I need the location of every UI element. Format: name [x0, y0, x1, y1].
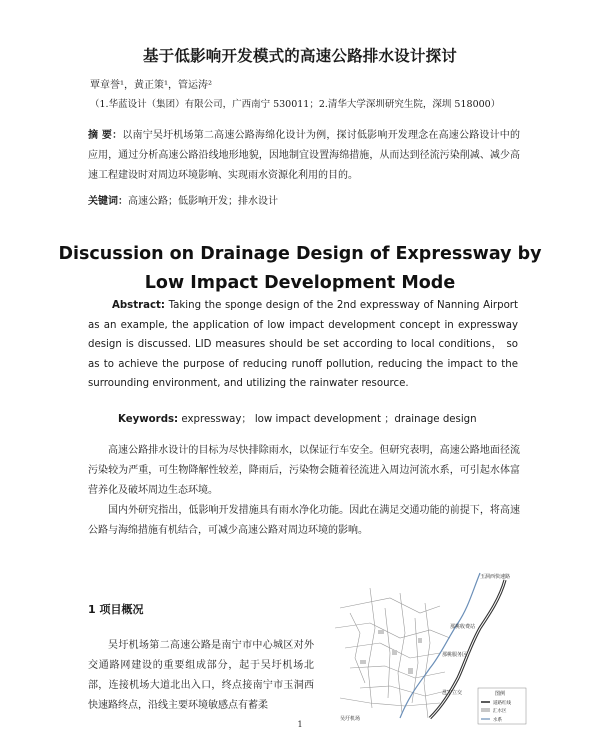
english-keywords-label: Keywords: — [118, 414, 179, 425]
legend-road: 道路红线 — [493, 701, 511, 706]
english-title-line-2: Low Impact Development Mode — [144, 273, 456, 293]
english-title — [0, 240, 600, 298]
legend-river: 水系 — [493, 718, 502, 723]
map-label-mid2: 那桃服务区 — [442, 652, 468, 658]
introduction — [88, 441, 520, 541]
legend-catchment: 汇水区 — [493, 709, 507, 714]
intro-paragraph-1: 高速公路排水设计的目标为尽快排除雨水，以保证行车安全。但研究表明，高速公路地面径流污染较为严重，可生物降解性较差，降雨后，污染物会随着径流进入周边河流水系，可引起水体富营养化及破坏周边生态环境。 — [88, 445, 520, 496]
map-legend — [478, 688, 526, 724]
project-location-map — [330, 568, 530, 728]
english-abstract — [88, 296, 518, 394]
chinese-abstract-text: 以南宁吴圩机场第二高速公路海绵化设计为例，探讨低影响开发理念在高速公路设计中的应用，通过分析高速公路沿线地形地貌，因地制宜设置海绵措施，从而达到径流污染削减、减少高速工程建设时对周边环境影响、实现雨水资源化利用的目的。 — [88, 130, 521, 181]
chinese-keywords-text: 高速公路；低影响开发；排水设计 — [128, 196, 278, 207]
paper-title: 基于低影响开发模式的高速公路排水设计探讨 — [142, 47, 457, 65]
intro-paragraph-2: 国内外研究指出，低影响开发措施具有雨水净化功能。因此在满足交通功能的前提下，将高速公路与海绵措施有机结合，可减少高速公路对周边环境的影响。 — [88, 505, 520, 536]
authors: 覃章誉¹，黄正策¹，管运涛² — [90, 80, 213, 91]
section-1-body — [88, 636, 314, 716]
english-abstract-text: Taking the sponge design of the 2nd expressway of Nanning Airport as an example, the application of low impact development concept in expressway design is discussed. LID measures should be set according to local conditions， so as to achieve the purpose of reducing runoff pollution, reducing the impact to the surrounding environment, and utilizing the rainwater resource. — [88, 300, 518, 390]
map-label-top: 玉洞西快速路 — [480, 574, 511, 580]
map-label-bottom: 邕宁立交 — [442, 690, 463, 696]
english-abstract-label: Abstract: — [112, 300, 165, 311]
english-keywords — [118, 410, 477, 425]
chinese-abstract — [88, 126, 520, 186]
section-1-heading: 1 项目概况 — [88, 603, 144, 616]
chinese-keywords-label: 关键词： — [88, 196, 128, 207]
chinese-abstract-label: 摘 要： — [88, 130, 123, 141]
affiliation: （1.华蓝设计（集团）有限公司，广西南宁 530011；2.清华大学深圳研究生院，深圳 518000） — [90, 99, 501, 110]
chinese-keywords — [88, 192, 278, 207]
legend-title: 图例 — [495, 691, 506, 697]
section-1-paragraph-1: 吴圩机场第二高速公路是南宁市中心城区对外交通路网建设的重要组成部分，起于吴圩机场北部，连接机场大道北出入口，终点接南宁市玉洞西快速路终点，沿线主要环境敏感点有蓄柔 — [88, 640, 314, 711]
map-label-bottom-left: 吴圩机场 — [340, 716, 361, 722]
map-label-mid1: 那桃收费站 — [450, 624, 476, 630]
english-title-line-1: Discussion on Drainage Design of Expressway by — [58, 244, 542, 264]
page-number: 1 — [297, 720, 303, 729]
english-keywords-text: expressway； low impact development ；drainage design — [181, 414, 477, 425]
